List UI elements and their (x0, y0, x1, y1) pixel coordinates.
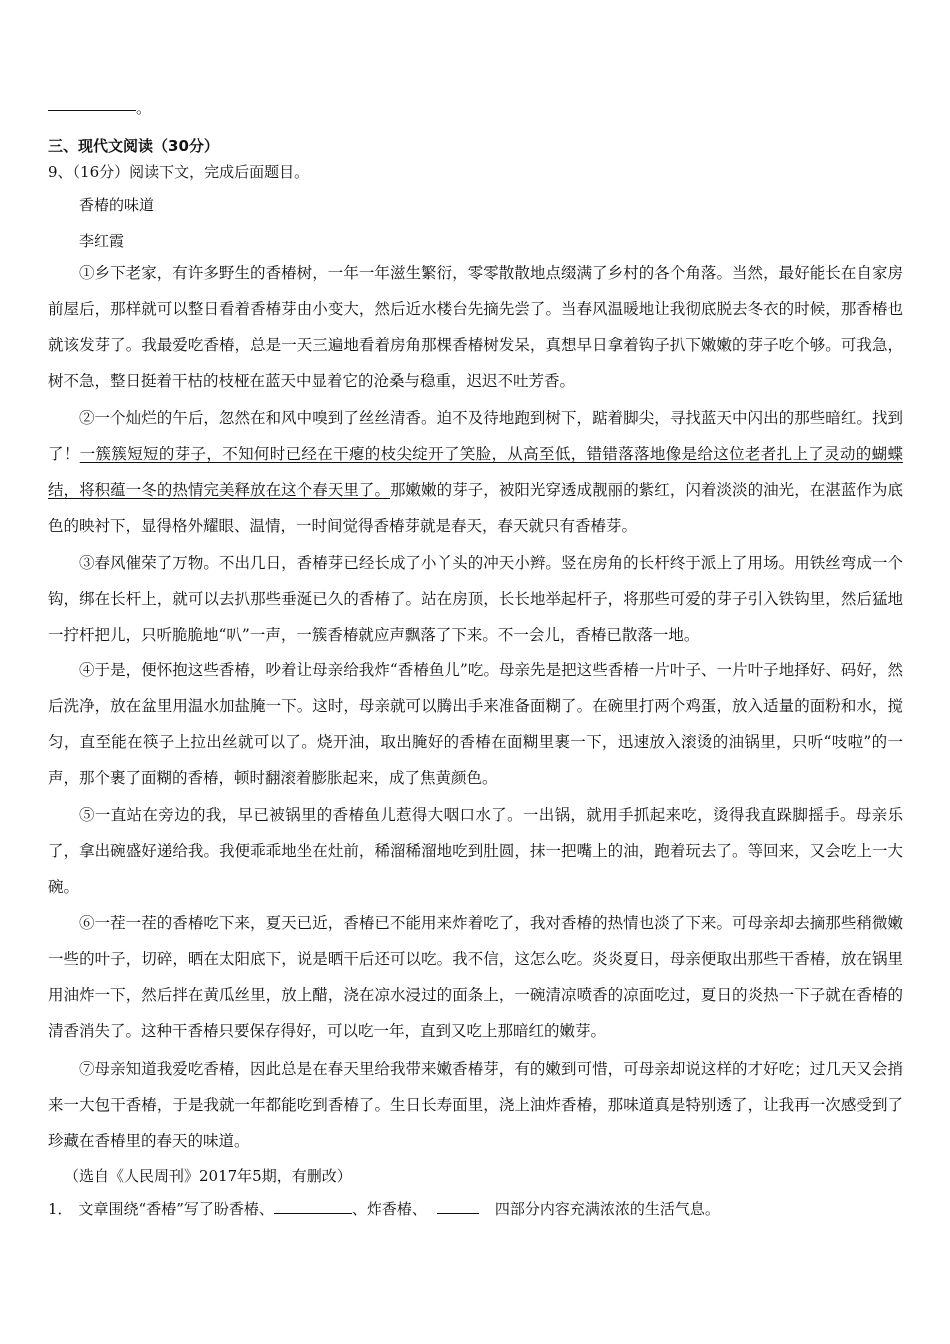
question-1-part-a: 文章围绕“香椿”写了盼香椿、 (78, 1200, 274, 1218)
paragraph-1: ①乡下老家，有许多野生的香椿树，一年一年滋生繁衍，零零散散地点缀满了乡村的各个角落。当然，最好能长在自家房前屋后，那样就可以整日看着香椿芽由小变大，然后近水楼台先摘先尝了。当春风温暖地让我彻底脱去冬衣的时候，那香椿也就该发芽了。我最爱吃香椿，总是一天三遍地看着房角那棵香椿树发呆，真想早日拿着钩子扒下嫩嫩的芽子吃个够。可我急，树不急，整日挺着干枯的枝桠在蓝天中显着它的沧桑与稳重，迟迟不吐芳香。 (48, 264, 903, 390)
article-author: 李红霞 (79, 232, 125, 250)
paragraph-2-after: 那嫩嫩的芽子，被阳光穿透成靓丽的紫红，闪着淡淡的油光，在湛蓝作为底色的映衬下，显得格外耀眼、温情，一时间觉得香椿芽就是春天，春天就只有香椿芽。 (48, 481, 903, 535)
question-1-label: 1． (48, 1200, 73, 1218)
question-1 (48, 1198, 720, 1219)
question-1-part-c: 四部分内容充满浓浓的生活气息。 (494, 1200, 720, 1218)
blank-period: 。 (136, 99, 152, 117)
question-1-part-b: 、炸香椿、 (351, 1200, 427, 1218)
answer-blank-2[interactable] (437, 1199, 479, 1214)
answer-blank-line (48, 110, 136, 111)
question-9-text: （16分）阅读下文，完成后面题目。 (72, 163, 310, 181)
paragraph-6: ⑥一茬一茬的香椿吃下来，夏天已近，香椿已不能用来炸着吃了，我对香椿的热情也淡了下来。可母亲却去摘那些稍微嫩一些的叶子，切碎，晒在太阳底下，说是晒干后还可以吃。我不信，这怎么吃。炎炎夏日，母亲便取出那些干香椿，放在锅里用油炸一下，然后拌在黄瓜丝里，放上醋，浇在凉水浸过的面条上，一碗清凉喷香的凉面吃过，夏日的炎热一下子就在香椿的清香消失了。这种干香椿只要保存得好，可以吃一年，直到又吃上那暗红的嫩芽。 (48, 914, 903, 1040)
question-9-intro (48, 161, 309, 182)
paragraph-3: ③春风催荣了万物。不出几日，香椿芽已经长成了小丫头的冲天小辫。竖在房角的长杆终于派上了用场。用铁丝弯成一个钩，绑在长杆上，就可以去扒那些垂涎已久的香椿了。站在房顶，长长地举起杆子，将那些可爱的芽子引入铁钩里，然后猛地一拧杆把儿，只听脆脆地“叭”一声，一簇香椿就应声飘落了下来。不一会儿，香椿已散落一地。 (48, 554, 903, 644)
section-heading: 三、现代文阅读（30分） (48, 137, 219, 155)
paragraph-2-underlined: 一簇簇短短的芽子，不知何时已经在干瘪的枝尖绽开了笑脸，从高至低，错错落落地像是给这位老者扎上了灵动的蝴蝶结，将积蕴一冬的热情完美释放在这个春天里了。 (48, 445, 903, 499)
answer-blank-1[interactable] (274, 1199, 352, 1214)
paragraph-7: ⑦母亲知道我爱吃香椿，因此总是在春天里给我带来嫩香椿芽，有的嫩到可惜，可母亲却说这样的才好吃；过几天又会捎来一大包干香椿，于是我就一年都能吃到香椿了。生日长寿面里，浇上油炸香椿，那味道真是特别透了，让我再一次感受到了珍藏在香椿里的春天的味道。 (48, 1060, 903, 1150)
paragraph-2 (48, 400, 903, 544)
article-title: 香椿的味道 (79, 196, 155, 214)
paragraph-5: ⑤一直站在旁边的我，早已被锅里的香椿鱼儿惹得大咽口水了。一出锅，就用手抓起来吃，烫得我直跺脚摇手。母亲乐了，拿出碗盛好递给我。我便乖乖地坐在灶前，稀溜稀溜地吃到肚圆，抹一把嘴上的油，跑着玩去了。等回来，又会吃上一大碗。 (48, 806, 903, 896)
paragraph-2-before: ②一个灿烂的午后，忽然在和风中嗅到了丝丝清香。迫不及待地跑到树下，踮着脚尖，寻找蓝天中闪出的那些暗红。找到了！ (48, 409, 903, 463)
article-source: （选自《人民周刊》2017年5期，有删改） (64, 1167, 352, 1185)
question-9-label: 9、 (48, 163, 73, 181)
paragraph-4: ④于是，便怀抱这些香椿，吵着让母亲给我炸“香椿鱼儿”吃。母亲先是把这些香椿一片叶子、一片叶子地择好、码好，然后洗净，放在盆里用温水加盐腌一下。这时，母亲就可以腾出手来准备面糊了。在碗里打两个鸡蛋，放入适量的面粉和水，搅匀，直至能在筷子上拉出丝就可以了。烧开油，取出腌好的香椿在面糊里裹一下，迅速放入滚烫的油锅里，只听“吱啦”的一声，那个裹了面糊的香椿，顿时翻滚着膨胀起来，成了焦黄颜色。 (48, 661, 903, 787)
